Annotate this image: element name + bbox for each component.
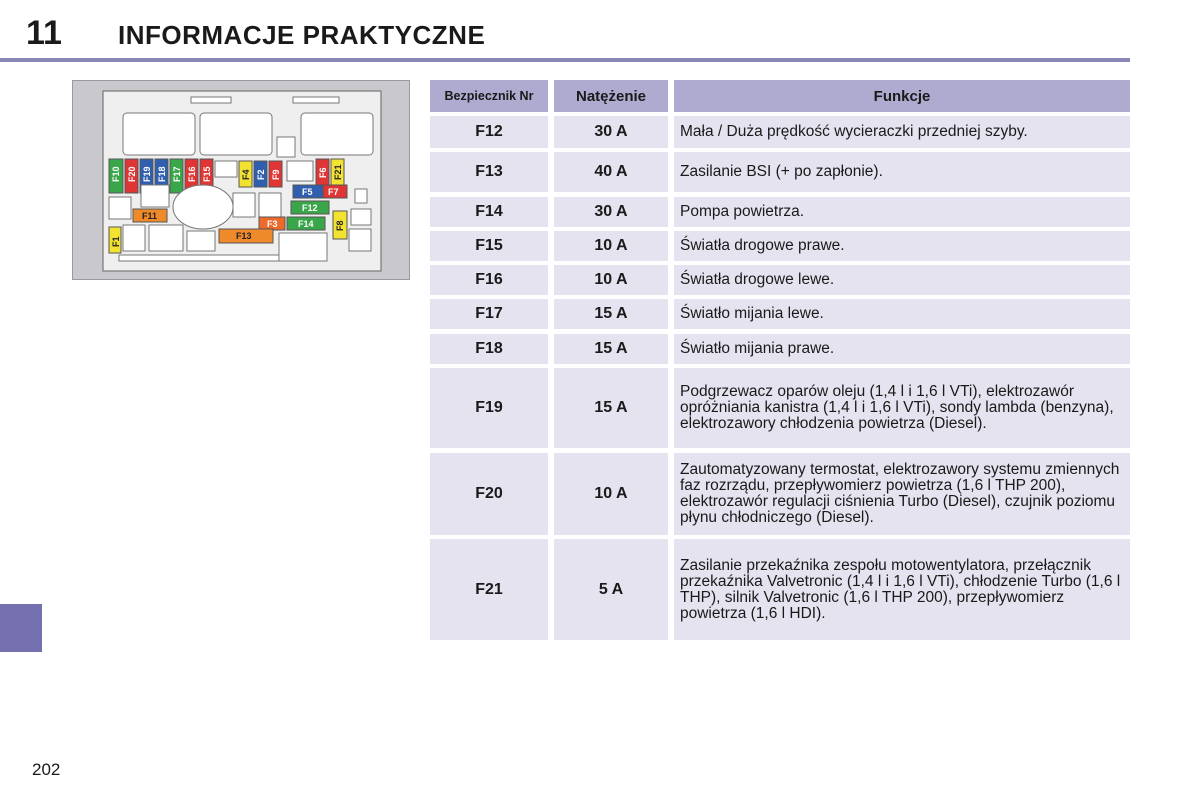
page-number: 202 (32, 760, 61, 779)
svg-text:F3: F3 (267, 219, 278, 229)
column-header-number: Bezpiecznik Nr (430, 80, 548, 112)
svg-text:F12: F12 (302, 203, 318, 213)
chapter-side-tab (0, 604, 42, 652)
fuse-number-cell: F21 (430, 539, 548, 640)
amperage-cell: 40 A (554, 152, 668, 192)
amperage-cell: 10 A (554, 265, 668, 295)
function-cell: Światła drogowe prawe. (674, 231, 1130, 261)
column-header-amperage: Natężenie (554, 80, 668, 112)
amperage-cell: 15 A (554, 299, 668, 329)
svg-text:F16: F16 (187, 166, 197, 182)
table-row (430, 368, 1130, 448)
svg-text:F19: F19 (142, 166, 152, 182)
table-row (430, 116, 1130, 148)
svg-text:F7: F7 (328, 187, 339, 197)
svg-text:F11: F11 (142, 211, 158, 221)
svg-text:F14: F14 (298, 219, 314, 229)
fuse-number-cell: F20 (430, 453, 548, 535)
table-row (430, 539, 1130, 640)
amperage-cell: 10 A (554, 231, 668, 261)
fuse-number-cell: F14 (430, 197, 548, 227)
function-cell: Zasilanie BSI (+ po zapłonie). (674, 152, 1130, 192)
svg-text:F15: F15 (202, 166, 212, 182)
svg-text:F4: F4 (241, 169, 251, 180)
svg-text:F21: F21 (333, 164, 343, 180)
svg-text:F2: F2 (256, 169, 266, 180)
fuse-number-cell: F18 (430, 334, 548, 364)
function-cell: Pompa powietrza. (674, 197, 1130, 227)
fuse-number-cell: F12 (430, 116, 548, 148)
svg-text:F13: F13 (236, 231, 252, 241)
amperage-cell: 10 A (554, 453, 668, 535)
svg-text:F20: F20 (127, 166, 137, 182)
column-header-function: Funkcje (674, 80, 1130, 112)
fuse-number-cell: F15 (430, 231, 548, 261)
svg-text:F5: F5 (302, 187, 313, 197)
function-cell: Zautomatyzowany termostat, elektrozawory systemu zmiennych faz rozrządu, przepływomierz powietrza (1,6 l THP 200), elektrozawór regulacji ciśnienia Turbo (Diesel), czujnik poziomu płynu chłodniczego (Diesel). (674, 453, 1130, 535)
svg-text:F10: F10 (111, 166, 121, 182)
amperage-cell: 15 A (554, 368, 668, 448)
table-row (430, 231, 1130, 261)
fuse-number-cell: F19 (430, 368, 548, 448)
svg-text:F8: F8 (335, 220, 345, 231)
table-row (430, 334, 1130, 364)
fuse-number-cell: F16 (430, 265, 548, 295)
fuse-box-diagram (72, 80, 410, 280)
svg-text:F9: F9 (271, 169, 281, 180)
relay-block (123, 113, 195, 155)
amperage-cell: 30 A (554, 197, 668, 227)
fuse-number-cell: F13 (430, 152, 548, 192)
function-cell: Światło mijania lewe. (674, 299, 1130, 329)
table-row (430, 299, 1130, 329)
header-rule (0, 58, 1130, 62)
table-row (430, 265, 1130, 295)
svg-text:F18: F18 (157, 166, 167, 182)
relay-block (301, 113, 373, 155)
round-connector (173, 185, 233, 229)
table-row (430, 152, 1130, 192)
table-row (430, 453, 1130, 535)
chapter-number: 11 (26, 14, 62, 52)
function-cell: Podgrzewacz oparów oleju (1,4 l i 1,6 l VTi), elektrozawór opróżniania kanistra (1,4 l i 1,6 l VTi), sondy lambda (benzyna), elektrozawory chłodzenia powietrza (Diesel). (674, 368, 1130, 448)
function-cell: Zasilanie przekaźnika zespołu motowentylatora, przełącznik przekaźnika Valvetronic (1,4 l i 1,6 l VTi), chłodzenie Turbo (1,6 l THP), silnik Valvetronic (1,6 l THP 200), przepływomierz powietrza (1,6 l HDI). (674, 539, 1130, 640)
svg-text:F1: F1 (111, 236, 121, 247)
svg-text:F17: F17 (172, 166, 182, 182)
svg-text:F6: F6 (318, 167, 328, 178)
relay-block (200, 113, 272, 155)
amperage-cell: 5 A (554, 539, 668, 640)
function-cell: Światła drogowe lewe. (674, 265, 1130, 295)
fuse-number-cell: F17 (430, 299, 548, 329)
function-cell: Światło mijania prawe. (674, 334, 1130, 364)
function-cell: Mała / Duża prędkość wycieraczki przedniej szyby. (674, 116, 1130, 148)
table-row (430, 197, 1130, 227)
chapter-title: INFORMACJE PRAKTYCZNE (118, 20, 486, 50)
amperage-cell: 15 A (554, 334, 668, 364)
amperage-cell: 30 A (554, 116, 668, 148)
